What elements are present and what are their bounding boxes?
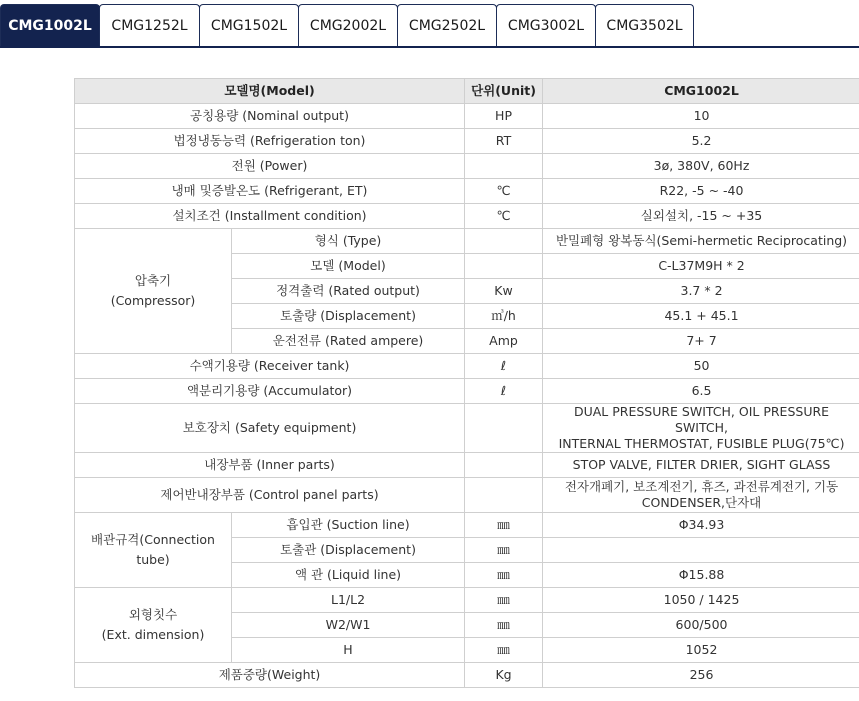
row-value: 50	[543, 354, 859, 379]
header-value: CMG1002L	[543, 79, 859, 104]
row-label: H	[232, 638, 465, 663]
row-label: 토출관 (Displacement)	[232, 538, 465, 563]
table-row	[75, 179, 859, 204]
table-row	[75, 588, 859, 613]
group-label-line: (Compressor)	[110, 293, 196, 308]
tab-cmg1502l[interactable]: CMG1502L	[199, 4, 299, 46]
row-label: 토출량 (Displacement)	[232, 304, 465, 329]
value-line: INTERNAL THERMOSTAT, FUSIBLE PLUG(75℃)	[558, 436, 845, 451]
row-value: 7+ 7	[543, 329, 859, 354]
row-value: R22, -5 ~ -40	[543, 179, 859, 204]
compressor-group-label	[75, 229, 232, 354]
row-value: 1050 / 1425	[543, 588, 859, 613]
row-label: 액 관 (Liquid line)	[232, 563, 465, 588]
table-row	[75, 229, 859, 254]
row-unit	[465, 154, 543, 179]
row-unit: ㎜	[465, 563, 543, 588]
table-row	[75, 104, 859, 129]
row-unit: ㎜	[465, 638, 543, 663]
header-unit: 단위(Unit)	[465, 79, 543, 104]
group-label-line: 압축기	[134, 273, 172, 288]
row-label: 내장부품 (Inner parts)	[75, 453, 465, 478]
row-value	[543, 478, 859, 513]
row-unit: ℃	[465, 179, 543, 204]
row-label: 공칭용량 (Nominal output)	[75, 104, 465, 129]
row-label: L1/L2	[232, 588, 465, 613]
row-label: 정격출력 (Rated output)	[232, 279, 465, 304]
row-label: W2/W1	[232, 613, 465, 638]
row-value: Φ15.88	[543, 563, 859, 588]
row-value: 1052	[543, 638, 859, 663]
row-unit: RT	[465, 129, 543, 154]
connection-group-label	[75, 513, 232, 588]
tab-cmg2002l[interactable]: CMG2002L	[298, 4, 398, 46]
row-unit: ㎜	[465, 588, 543, 613]
group-label-line: 외형칫수	[128, 607, 178, 622]
table-row	[75, 354, 859, 379]
row-unit: ℃	[465, 204, 543, 229]
row-value: 3ø, 380V, 60Hz	[543, 154, 859, 179]
tab-cmg3502l[interactable]: CMG3502L	[595, 4, 694, 46]
table-row	[75, 379, 859, 404]
row-unit: Kw	[465, 279, 543, 304]
row-value: 6.5	[543, 379, 859, 404]
row-label: 흡입관 (Suction line)	[232, 513, 465, 538]
row-label: 운전전류 (Rated ampere)	[232, 329, 465, 354]
table-row	[75, 404, 859, 453]
row-value: 3.7 * 2	[543, 279, 859, 304]
row-value: C-L37M9H * 2	[543, 254, 859, 279]
spec-table	[74, 78, 859, 688]
row-label: 모델 (Model)	[232, 254, 465, 279]
row-unit: ㎥/h	[465, 304, 543, 329]
row-value: 5.2	[543, 129, 859, 154]
dimension-group-label	[75, 588, 232, 663]
table-row	[75, 204, 859, 229]
table-row	[75, 478, 859, 513]
row-unit	[465, 404, 543, 453]
row-value: 256	[543, 663, 859, 688]
row-unit: Kg	[465, 663, 543, 688]
row-value	[543, 404, 859, 453]
row-value: Φ34.93	[543, 513, 859, 538]
row-unit	[465, 229, 543, 254]
row-value: 10	[543, 104, 859, 129]
row-label: 냉매 및증발온도 (Refrigerant, ET)	[75, 179, 465, 204]
value-line: DUAL PRESSURE SWITCH, OIL PRESSURE SWITCH,	[573, 404, 830, 435]
row-label: 보호장치 (Safety equipment)	[75, 404, 465, 453]
row-value	[543, 538, 859, 563]
row-value: 45.1 + 45.1	[543, 304, 859, 329]
row-unit: ㎜	[465, 513, 543, 538]
table-row	[75, 154, 859, 179]
header-row	[75, 79, 859, 104]
tab-cmg2502l[interactable]: CMG2502L	[397, 4, 497, 46]
row-unit: Amp	[465, 329, 543, 354]
row-unit	[465, 478, 543, 513]
table-row	[75, 663, 859, 688]
row-label: 제어반내장부품 (Control panel parts)	[75, 478, 465, 513]
row-unit: ㎜	[465, 538, 543, 563]
row-value: 600/500	[543, 613, 859, 638]
row-label: 법정냉동능력 (Refrigeration ton)	[75, 129, 465, 154]
row-value: 반밀폐형 왕복동식(Semi-hermetic Reciprocating)	[543, 229, 859, 254]
table-row	[75, 513, 859, 538]
table-row	[75, 453, 859, 478]
table-row	[75, 129, 859, 154]
group-label-line: (Ext. dimension)	[101, 627, 205, 642]
group-label-line: tube)	[136, 552, 170, 567]
row-label: 수액기용량 (Receiver tank)	[75, 354, 465, 379]
row-label: 제품중량(Weight)	[75, 663, 465, 688]
row-unit: ℓ	[465, 379, 543, 404]
tab-underline	[0, 46, 859, 48]
model-tabs	[0, 4, 693, 46]
tab-cmg3002l[interactable]: CMG3002L	[496, 4, 596, 46]
row-value: STOP VALVE, FILTER DRIER, SIGHT GLASS	[543, 453, 859, 478]
value-line: CONDENSER,단자대	[641, 495, 762, 510]
row-value: 실외설치, -15 ~ +35	[543, 204, 859, 229]
row-label: 형식 (Type)	[232, 229, 465, 254]
row-unit: ℓ	[465, 354, 543, 379]
tab-cmg1002l[interactable]: CMG1002L	[0, 4, 100, 46]
row-label: 액분리기용량 (Accumulator)	[75, 379, 465, 404]
row-unit	[465, 453, 543, 478]
row-label: 설치조건 (Installment condition)	[75, 204, 465, 229]
tab-cmg1252l[interactable]: CMG1252L	[99, 4, 200, 46]
row-label: 전원 (Power)	[75, 154, 465, 179]
header-model: 모델명(Model)	[75, 79, 465, 104]
row-unit: ㎜	[465, 613, 543, 638]
row-unit	[465, 254, 543, 279]
value-line: 전자개폐기, 보조계전기, 휴즈, 과전류계전기, 기동	[564, 479, 839, 494]
group-label-line: 배관규격(Connection	[91, 532, 215, 547]
row-unit: HP	[465, 104, 543, 129]
